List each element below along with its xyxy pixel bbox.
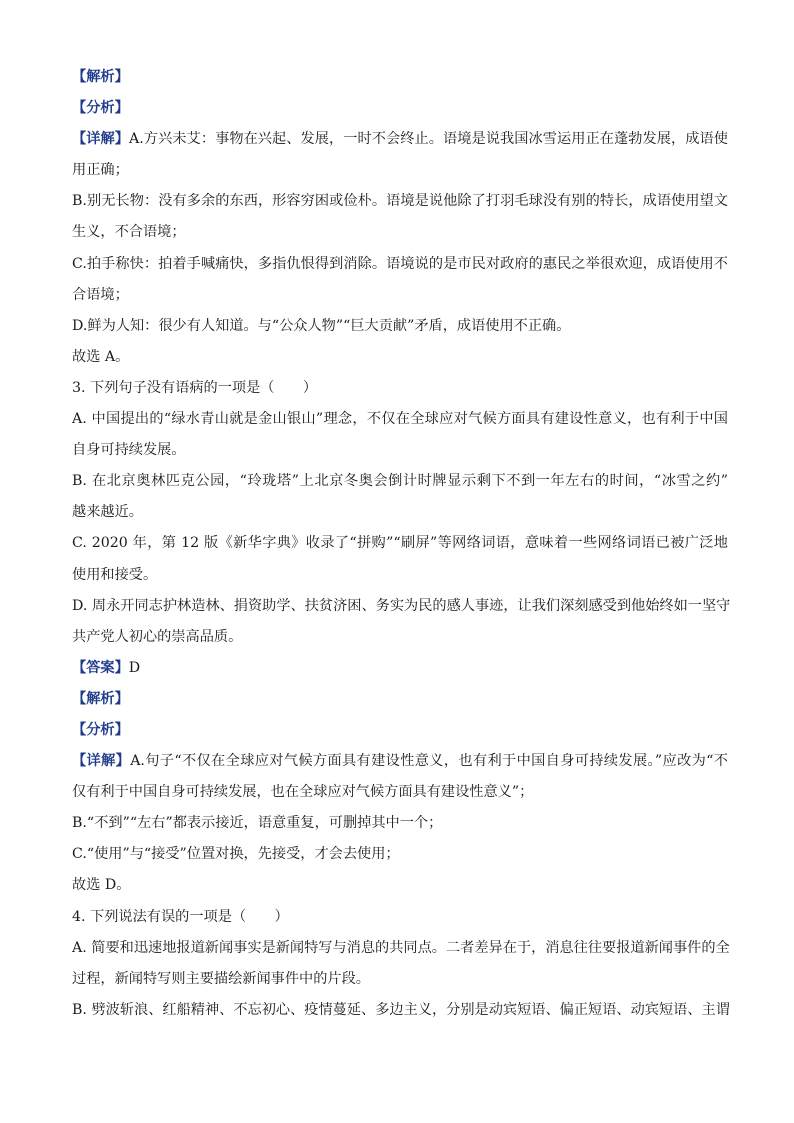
text-line xyxy=(72,373,728,404)
section-tag: 【详解】 xyxy=(72,753,131,770)
text-line xyxy=(72,746,728,777)
line-text: B.“不到”“左右”都表示接近，语意重复，可删掉其中一个； xyxy=(72,815,443,832)
line-text: 合语境； xyxy=(72,286,129,303)
line-text: 自身可持续发展。 xyxy=(72,442,186,459)
text-line xyxy=(72,684,728,715)
text-line xyxy=(72,870,728,901)
line-text: C.拍手称快：拍着手喊痛快，多指仇恨得到消除。语境说的是市民对政府的惠民之举很欢迎，成语使用不 xyxy=(72,255,728,272)
text-body xyxy=(72,62,731,1026)
line-text: D xyxy=(128,659,141,676)
text-line xyxy=(72,933,728,964)
line-text: C.“使用”与“接受”位置对换，先接受，才会去使用； xyxy=(72,846,400,863)
section-tag: 【解析】 xyxy=(72,690,129,707)
line-text: 故选 A。 xyxy=(72,348,130,365)
text-line xyxy=(72,466,728,497)
line-text: B. 劈波斩浪、红船精神、不忘初心、疫情蔓延、多边主义，分别是动宾短语、偏正短语、动宾短语、主谓 xyxy=(72,1001,730,1018)
line-text: 生义，不合语境； xyxy=(72,224,186,241)
text-line xyxy=(72,591,731,622)
text-line xyxy=(72,715,728,746)
text-line xyxy=(72,217,728,248)
line-text: 故选 D。 xyxy=(72,877,131,894)
text-line xyxy=(72,249,728,280)
line-text: A.句子“不仅在全球应对气候方面具有建设性意义，也有利于中国自身可持续发展。”应改为“不 xyxy=(130,753,728,770)
text-line xyxy=(72,186,728,217)
section-tag: 【分析】 xyxy=(72,100,129,117)
text-line xyxy=(72,62,728,93)
section-tag: 【解析】 xyxy=(72,69,129,85)
line-text: A. 中国提出的“绿水青山就是金山银山”理念，不仅在全球应对气候方面具有建设性意义，也有利于中国 xyxy=(72,411,728,428)
section-tag: 【详解】 xyxy=(72,131,129,148)
text-line xyxy=(72,311,728,342)
line-text: 3. 下列句子没有语病的一项是（ ） xyxy=(72,379,318,396)
text-line xyxy=(72,435,728,466)
text-line xyxy=(72,528,728,559)
text-line xyxy=(72,995,728,1026)
line-text: D.鲜为人知：很少有人知道。与“公众人物”“巨大贡献”矛盾，成语使用不正确。 xyxy=(72,317,571,334)
text-line xyxy=(72,964,728,995)
section-tag: 【分析】 xyxy=(72,721,129,738)
text-line xyxy=(72,124,728,155)
text-line xyxy=(72,902,728,933)
text-line xyxy=(72,404,728,435)
text-line xyxy=(72,560,728,591)
line-text: B.别无长物：没有多余的东西，形容穷困或俭朴。语境是说他除了打羽毛球没有别的特长，成语使用望文 xyxy=(72,193,728,210)
text-line xyxy=(72,808,728,839)
line-text: 过程，新闻特写则主要描绘新闻事件中的片段。 xyxy=(72,970,370,987)
line-text: 仅有利于中国自身可持续发展，也在全球应对气候方面具有建设性意义”； xyxy=(72,784,534,801)
text-line xyxy=(72,777,728,808)
line-text: D. 周永开同志护林造林、捐资助学、扶贫济困、务实为民的感人事迹，让我们深刻感受到他始终如一坚守 xyxy=(72,597,731,614)
line-text: 使用和接受。 xyxy=(72,566,158,583)
text-line xyxy=(72,93,728,124)
line-text: 用正确； xyxy=(72,162,129,179)
text-line xyxy=(72,342,728,373)
line-text: 越来越近。 xyxy=(72,504,143,521)
text-line xyxy=(72,155,728,186)
text-line xyxy=(72,497,728,528)
line-text: A. 简要和迅速地报道新闻事实是新闻特写与消息的共同点。二者差异在于，消息往往要报道新闻事件的全 xyxy=(72,939,730,956)
line-text: C. 2020 年，第 12 版《新华字典》收录了“拼购”“刷屏”等网络词语，意味着一些网络词语已被广泛地 xyxy=(72,535,728,552)
line-text: 共产党人初心的崇高品质。 xyxy=(72,628,243,645)
section-tag: 【答案】 xyxy=(72,659,129,676)
text-line xyxy=(72,622,728,653)
line-text: A.方兴未艾：事物在兴起、发展，一时不会终止。语境是说我国冰雪运用正在蓬勃发展，成语使 xyxy=(129,131,728,148)
text-line xyxy=(72,653,728,684)
document-page xyxy=(72,62,731,1026)
line-text: 4. 下列说法有误的一项是（ ） xyxy=(72,908,289,925)
line-text: B. 在北京奥林匹克公园，“玲珑塔”上北京冬奥会倒计时牌显示剩下不到一年左右的时间，“冰雪之约” xyxy=(72,473,728,490)
text-line xyxy=(72,280,728,311)
text-line xyxy=(72,839,728,870)
